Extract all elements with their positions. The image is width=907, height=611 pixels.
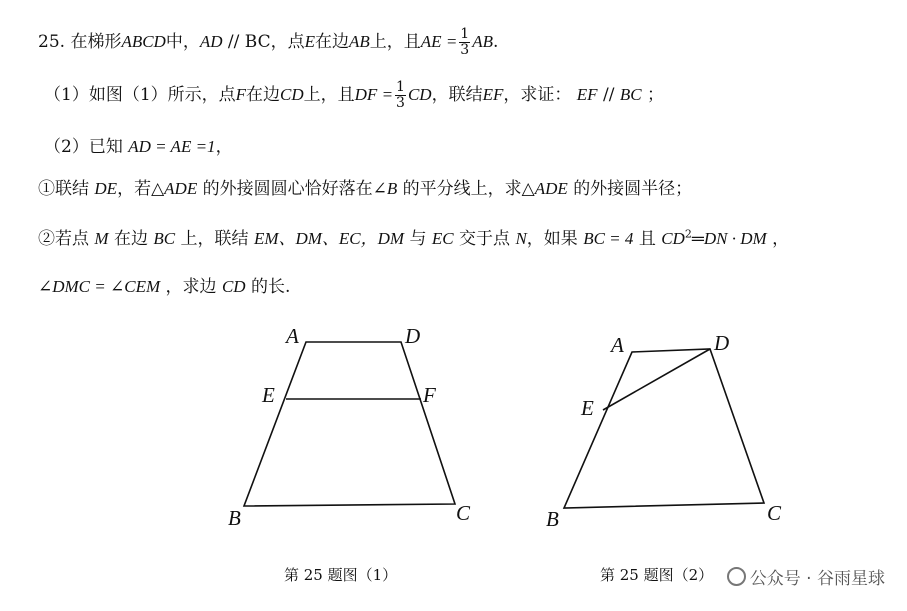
label-c-fig1: C [456, 501, 471, 525]
figure-1 [244, 342, 455, 506]
watermark [727, 564, 885, 589]
intro-text: . [493, 32, 499, 52]
ae-equation: AE = [420, 32, 458, 51]
intro-text: 上，且 [369, 32, 421, 52]
trapezoid-name: ABCD [121, 32, 166, 51]
segment-cd: CD [407, 85, 432, 104]
part-1-text: ； [646, 85, 664, 105]
sub-1-text: 的外接圆圆心恰好落在∠ [202, 179, 387, 199]
triangle-ade: ADE [534, 179, 568, 198]
part-1-text: 在边 [246, 85, 281, 105]
sub-1-text: 的平分线上，求△ [402, 179, 535, 199]
segment-ab: AB [349, 32, 370, 51]
figure-2-caption: 第 25 题图（2） [600, 566, 714, 584]
parallel-symbol: // [602, 85, 615, 105]
sub-2-text: 上，联结 [180, 229, 249, 249]
label-c-fig2: C [767, 501, 782, 525]
sub-1-text: 联结 [55, 179, 89, 199]
point-n: N [515, 229, 527, 248]
segment-de-fig2 [603, 349, 710, 410]
circled-two: ② [38, 229, 55, 249]
part-2-label: （2）已知 [44, 137, 123, 157]
fraction-denominator: 3 [396, 95, 405, 111]
part-1-text: ，联结 [431, 85, 483, 105]
sub-2-text: ， [772, 229, 790, 249]
sub-2-text: 且 [638, 229, 656, 249]
point-f: F [235, 85, 247, 104]
segment-ad: AD [199, 32, 223, 51]
figure-1-caption: 第 25 题图（1） [284, 566, 398, 584]
intro-text: 在梯形 [70, 32, 122, 52]
segment-bc: BC [619, 85, 642, 104]
label-b-fig1: B [228, 506, 241, 530]
intro-text: 中， [165, 32, 200, 52]
part-2-condition: AD = AE =1 [128, 137, 216, 156]
bc-equation: BC = 4 [583, 229, 634, 248]
label-d-fig1: D [405, 324, 421, 348]
df-equation: DF = [354, 85, 394, 104]
segment-ab: AB [472, 32, 493, 51]
label-b-fig2: B [546, 507, 559, 531]
fraction-numerator: 1 [460, 26, 470, 42]
segment-bc: BC [153, 229, 176, 248]
sub-1-text: ，若△ [117, 179, 165, 199]
parallel-symbol: // [227, 32, 240, 52]
angle-condition: ∠DMC = ∠CEM [38, 277, 161, 296]
fraction-denominator: 3 [460, 42, 470, 58]
segment-cd: CD [280, 85, 304, 104]
figure-2 [564, 349, 764, 508]
label-e-fig2: E [581, 396, 594, 420]
part-1-label: （1）如图（1）所示，点 [44, 85, 236, 105]
segment-cd: CD [221, 277, 246, 296]
problem-number: 25. [38, 32, 66, 52]
sub-2b-text: 的长. [250, 277, 291, 297]
intro-text: ，点 [270, 32, 305, 52]
exponent-two: 2 [684, 227, 692, 241]
sub-2-text: 与 [409, 229, 427, 249]
intro-text: 在边 [315, 32, 350, 52]
sub-2-text: 在边 [113, 229, 148, 249]
sub-2-text: ，如果 [526, 229, 578, 249]
label-d-fig2: D [714, 331, 730, 355]
cd-squared-equation: ═DN · DM [691, 229, 767, 248]
label-a-fig2: A [611, 333, 624, 357]
wechat-logo-icon [727, 567, 746, 586]
label-a-fig1: A [286, 324, 299, 348]
segment-ef: EF [576, 85, 598, 104]
part-1-text: 上，且 [303, 85, 355, 105]
segment-bc: BC [244, 32, 271, 52]
segment-list: EM、DM、EC，DM [253, 229, 405, 248]
segment-cd: CD [661, 229, 685, 248]
fraction-numerator: 1 [396, 79, 405, 95]
sub-2-text: 交于点 [459, 229, 511, 249]
point-e: E [304, 32, 316, 51]
trapezoid-abcd-fig1 [244, 342, 455, 506]
sub-2-text: 若点 [55, 229, 89, 249]
point-m: M [94, 229, 109, 248]
sub-2b-text: ，求边 [165, 277, 217, 297]
sub-1-text: 的外接圆半径； [573, 179, 693, 199]
angle-b: B [386, 179, 398, 198]
part-2-text: ， [215, 137, 233, 157]
segment-de: DE [94, 179, 118, 198]
part-1-text: ，求证： [503, 85, 572, 105]
watermark-text: 公众号 · 谷雨星球 [749, 569, 885, 589]
circled-one: ① [38, 179, 55, 199]
trapezoid-abcd-fig2 [564, 349, 764, 508]
segment-ef: EF [482, 85, 504, 104]
segment-ec: EC [431, 229, 454, 248]
label-f-fig1: F [423, 383, 436, 407]
label-e-fig1: E [262, 383, 275, 407]
triangle-ade: ADE [164, 179, 198, 198]
